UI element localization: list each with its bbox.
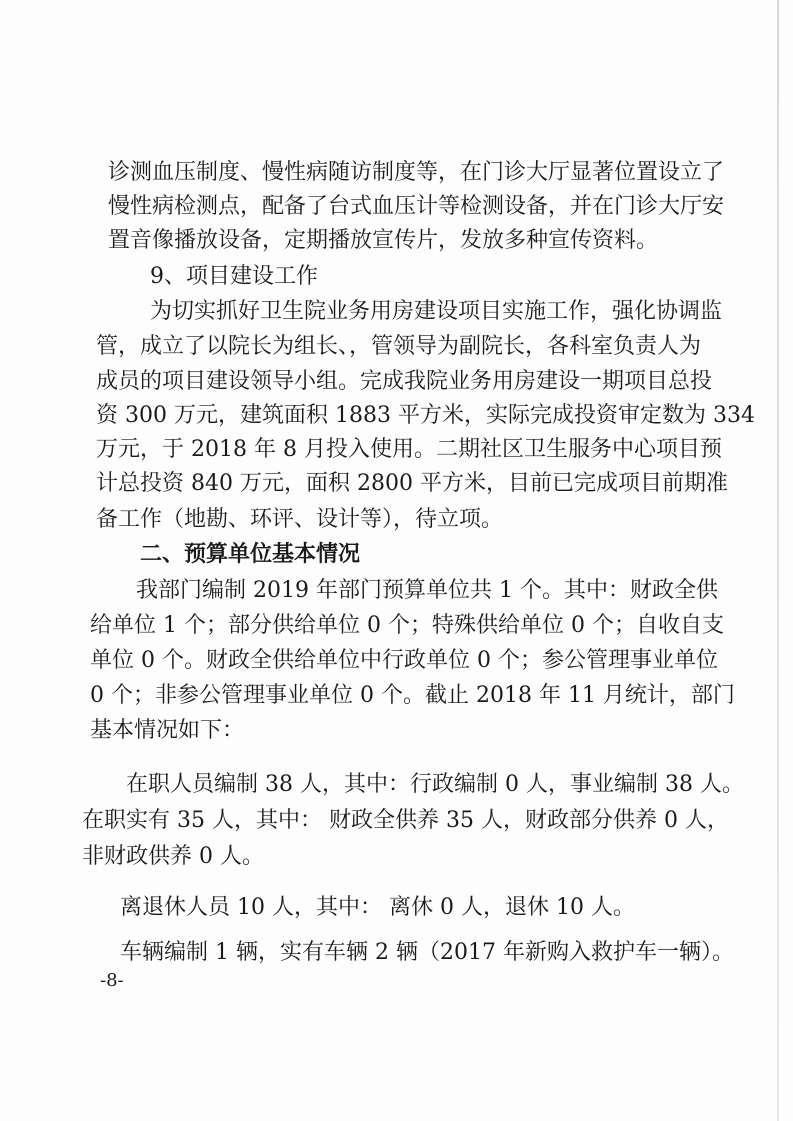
text-line: 给单位 1 个；部分供给单位 0 个；特殊供给单位 0 个；自收自支 [90, 613, 724, 638]
text-line: 单位 0 个。财政全供给单位中行政单位 0 个；参公管理事业单位 [90, 648, 718, 673]
section-subheading: 9、项目建设工作 [150, 264, 318, 289]
text-line: 在职人员编制 38 人，其中：行政编制 0 人，事业编制 38 人。 [126, 772, 744, 797]
text-line: 管，成立了以院长为组长、，管领导为副院长，各科室负责人为 [96, 334, 702, 359]
text-line: 备工作（地勘、环评、设计等），待立项。 [96, 507, 504, 532]
text-line: 车辆编制 1 辆，实有车辆 2 辆（2017 年新购入救护车一辆）。 [120, 940, 734, 965]
text-line: 非财政供养 0 人。 [82, 844, 264, 869]
text-line: 万元，于 2018 年 8 月投入使用。二期社区卫生服务中心项目预 [96, 437, 722, 462]
text-line: 在职实有 35 人，其中： 财政全供养 35 人，财政部分供养 0 人， [82, 808, 729, 833]
text-line: 0 个；非参公管理事业单位 0 个。截止 2018 年 11 月统计，部门 [90, 683, 735, 708]
text-line: 我部门编制 2019 年部门预算单位共 1 个。其中：财政全供 [136, 578, 718, 603]
page-number: -8- [100, 970, 124, 991]
text-line: 诊测血压制度、慢性病随访制度等，在门诊大厅显著位置设立了 [108, 160, 725, 185]
text-line: 基本情况如下： [90, 718, 245, 743]
text-line: 成员的项目建设领导小组。完成我院业务用房建设一期项目总投 [96, 369, 713, 394]
text-line: 计总投资 840 万元，面积 2800 平方米，目前已完成项目前期准 [96, 471, 728, 496]
text-line: 为切实抓好卫生院业务用房建设项目实施工作，强化协调监 [150, 299, 723, 324]
text-line: 资 300 万元，建筑面积 1883 平方米，实际完成投资审定数为 334 [96, 403, 755, 428]
text-line: 慢性病检测点，配备了台式血压计等检测设备，并在门诊大厅安 [108, 194, 725, 219]
section-heading: 二、预算单位基本情况 [140, 542, 361, 567]
text-line: 离退休人员 10 人，其中： 离休 0 人，退休 10 人。 [120, 895, 635, 920]
text-line: 置音像播放设备，定期播放宣传片，发放多种宣传资料。 [108, 228, 659, 253]
scan-edge [777, 0, 779, 1121]
